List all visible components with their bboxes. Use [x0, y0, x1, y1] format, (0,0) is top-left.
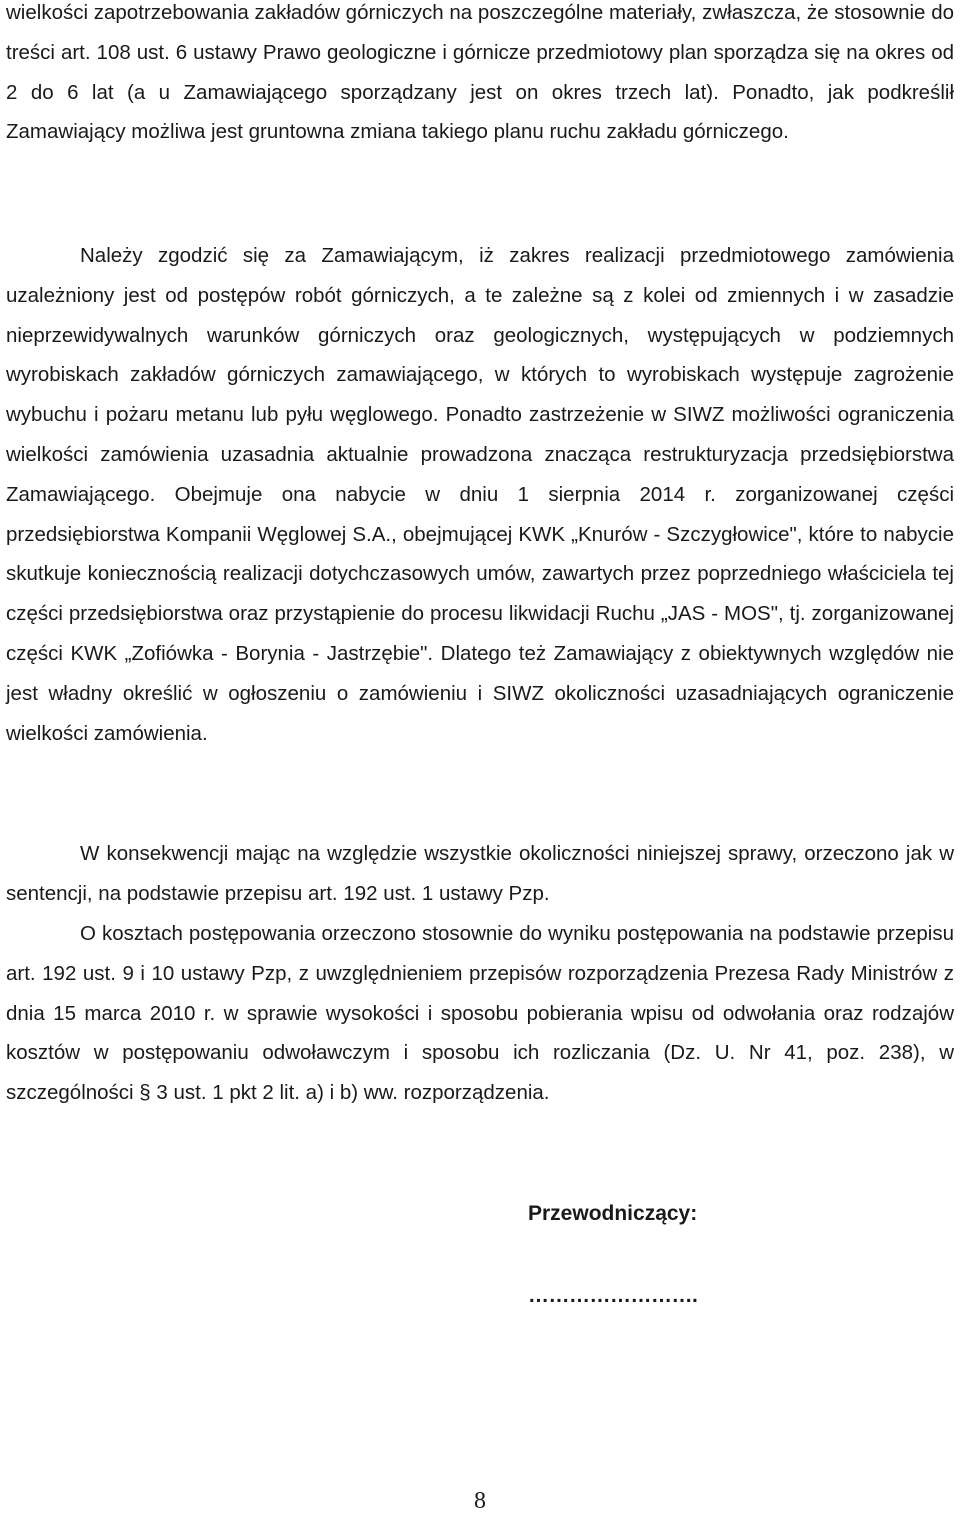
paragraph-4: O kosztach postępowania orzeczono stosownie do wyniku postępowania na podstawie przepisu art. 192 ust. 9 i 10 ustawy Pzp, z uwzględnieniem przepisów rozporządzenia Prezesa Rady Ministrów z dnia 15 marca 2010 r. w sprawie wysokości i sposobu pobierania wpisu od odwołania oraz rodzajów kosztów w postępowaniu odwoławczym i sposobu ich rozliczania (Dz. U. Nr 41, poz. 238), w szczególności § 3 ust. 1 pkt 2 lit. a) i b) ww. rozporządzenia. — [6, 922, 954, 1105]
paragraph-2: Należy zgodzić się za Zamawiającym, iż zakres realizacji przedmiotowego zamówienia uzależniony jest od postępów robót górniczych, a te zależne są z kolei od zmiennych i w zasadzie nieprzewidywalnych warunków górniczych oraz geologicznych, występujących w podziemnych wyrobiskach zakładów górniczych zamawiającego, w których to wyrobiskach występuje zagrożenie wybuchu i pożaru metanu lub pyłu węglowego. Ponadto zastrzeżenie w SIWZ możliwości ograniczenia wielkości zamówienia uzasadnia aktualnie prowadzona znacząca restrukturyzacja przedsiębiorstwa Zamawiającego. Obejmuje ona nabycie w dniu 1 sierpnia 2014 r. zorganizowanej części przedsiębiorstwa Kompanii Węglowej S.A., obejmującej KWK „Knurów - Szczygłowice", które to nabycie skutkuje koniecznością realizacji dotychczasowych umów, zawartych przez poprzedniego właściciela tej części przedsiębiorstwa oraz przystąpienie do procesu likwidacji Ruchu „JAS - MOS", tj. zorganizowanej części KWK „Zofiówka - Borynia - Jastrzębie". Dlatego też Zamawiający z obiektywnych względów nie jest władny określić w ogłoszeniu o zamówieniu i SIWZ okoliczności uzasadniających ograniczenie wielkości zamówienia. — [6, 244, 954, 745]
paragraph-1: wielkości zapotrzebowania zakładów górniczych na poszczególne materiały, zwłaszcza, że stosownie do treści art. 108 ust. 6 ustawy Prawo geologiczne i górnicze przedmiotowy plan sporządza się na okres od 2 do 6 lat (a u Zamawiającego sporządzany jest on okres trzech lat). Ponadto, jak podkreślił Zamawiający możliwa jest gruntowna zmiana takiego planu ruchu zakładu górniczego. — [6, 1, 954, 144]
signature-title: Przewodniczący: — [528, 1202, 698, 1225]
signature-line: ……………………. — [528, 1284, 698, 1307]
page-number: 8 — [474, 1488, 486, 1514]
paragraph-3: W konsekwencji mając na względzie wszystkie okoliczności niniejszej sprawy, orzeczono jak w sentencji, na podstawie przepisu art. 192 ust. 1 ustawy Pzp. — [6, 842, 954, 905]
